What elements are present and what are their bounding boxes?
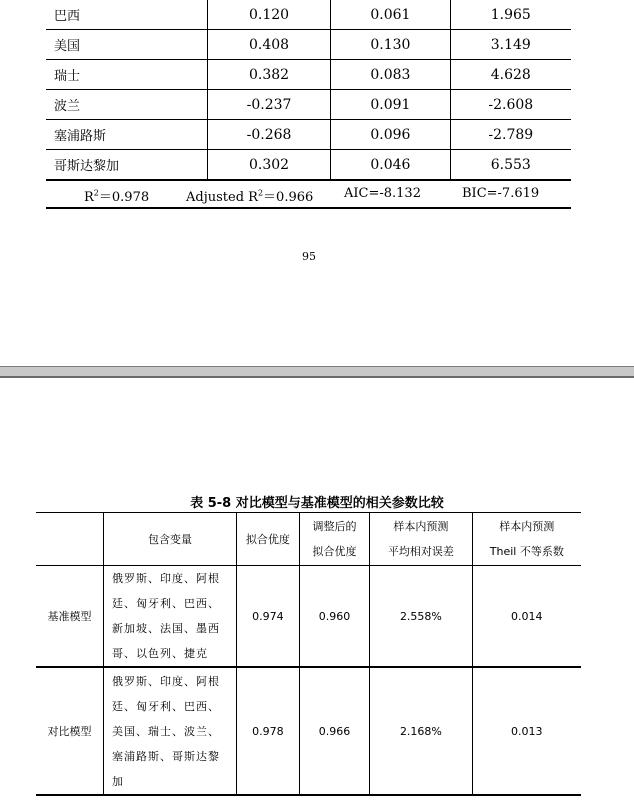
se-cell: 0.096	[331, 120, 450, 150]
t-cell: 4.628	[450, 60, 571, 90]
coef-cell: -0.237	[207, 90, 330, 120]
coef-cell: 0.120	[207, 0, 330, 30]
table-row	[36, 667, 581, 795]
r-squared	[84, 186, 149, 205]
page-top	[0, 0, 634, 366]
r2-label: R	[84, 190, 94, 205]
model-name: 对比模型	[36, 667, 103, 795]
vars-line: 新加坡、法国、墨西	[111, 622, 220, 635]
vars-line: 俄罗斯、印度、阿根	[111, 572, 220, 585]
header-mape-line2: 平均相对误差	[387, 545, 454, 558]
table-row	[46, 90, 571, 120]
coef-cell: 0.382	[207, 60, 330, 90]
page-separator	[0, 366, 634, 378]
header-fit: 拟合优度	[237, 513, 300, 566]
fit-value: 0.974	[237, 566, 300, 668]
vars-line: 哥、以色列、捷克	[111, 647, 208, 660]
header-vars: 包含变量	[103, 513, 236, 566]
header-adj-fit-line1: 调整后的	[312, 520, 357, 533]
se-cell: 0.061	[331, 0, 450, 30]
vars-line: 廷、匈牙利、巴西、	[111, 699, 220, 713]
adj-fit-value: 0.960	[299, 566, 370, 668]
table-row	[46, 0, 571, 30]
table-row	[46, 30, 571, 60]
header-mape-line1: 样本内预测	[393, 520, 449, 533]
adj-fit-value: 0.966	[299, 667, 370, 795]
adj-sup: 2	[257, 188, 264, 198]
vars-line: 俄罗斯、印度、阿根	[111, 674, 220, 688]
table-title: 表 5-8 对比模型与基准模型的相关参数比较	[190, 496, 444, 511]
country-cell: 瑞士	[46, 60, 207, 90]
vars-cell	[103, 667, 236, 795]
table-row	[46, 60, 571, 90]
table-row	[46, 150, 571, 181]
vars-line: 廷、匈牙利、巴西、	[111, 597, 220, 610]
header-adj-fit	[299, 513, 370, 566]
t-cell: -2.608	[450, 90, 571, 120]
country-cell: 美国	[46, 30, 207, 60]
se-cell: 0.091	[331, 90, 450, 120]
fit-value: 0.978	[237, 667, 300, 795]
r2-value: ＝0.978	[98, 190, 150, 205]
header-adj-fit-line2: 拟合优度	[312, 545, 357, 558]
country-cell: 哥斯达黎加	[46, 150, 207, 181]
vars-line: 塞浦路斯、哥斯达黎	[111, 749, 220, 763]
page-number: 95	[302, 250, 316, 263]
t-cell: 6.553	[450, 150, 571, 181]
adj-value: ＝0.966	[263, 190, 314, 205]
header-theil	[472, 513, 581, 566]
r2-sup: 2	[93, 188, 99, 198]
mape-value: 2.168%	[370, 667, 472, 795]
country-cell: 波兰	[46, 90, 207, 120]
header-mape	[370, 513, 472, 566]
regression-table	[46, 0, 571, 181]
bic-value: BIC=-7.619	[462, 186, 540, 201]
vars-line: 加	[111, 774, 124, 788]
theil-value: 0.013	[472, 667, 581, 795]
coef-cell: -0.268	[207, 120, 330, 150]
adjusted-r-squared	[186, 186, 313, 205]
vars-line: 美国、瑞士、波兰、	[111, 724, 220, 738]
t-cell: 3.149	[450, 30, 571, 60]
header-model	[36, 513, 103, 566]
aic-value: AIC=-8.132	[344, 186, 421, 201]
se-cell: 0.046	[331, 150, 450, 181]
table-row	[36, 566, 581, 668]
t-cell: 1.965	[450, 0, 571, 30]
mape-value: 2.558%	[370, 566, 472, 668]
table-row	[46, 120, 571, 150]
page-bottom	[0, 378, 634, 806]
vars-cell	[103, 566, 236, 668]
coef-cell: 0.408	[207, 30, 330, 60]
coef-cell: 0.302	[207, 150, 330, 181]
header-row	[36, 513, 581, 566]
country-cell: 塞浦路斯	[46, 120, 207, 150]
header-theil-line1: 样本内预测	[499, 520, 555, 533]
header-theil-line2: Theil 不等系数	[489, 545, 564, 558]
country-cell: 巴西	[46, 0, 207, 30]
se-cell: 0.130	[331, 30, 450, 60]
adj-label: Adjusted R	[186, 190, 258, 205]
theil-value: 0.014	[472, 566, 581, 668]
comparison-table	[36, 512, 581, 796]
se-cell: 0.083	[331, 60, 450, 90]
t-cell: -2.789	[450, 120, 571, 150]
model-stats-row	[46, 180, 571, 209]
model-name: 基准模型	[36, 566, 103, 668]
